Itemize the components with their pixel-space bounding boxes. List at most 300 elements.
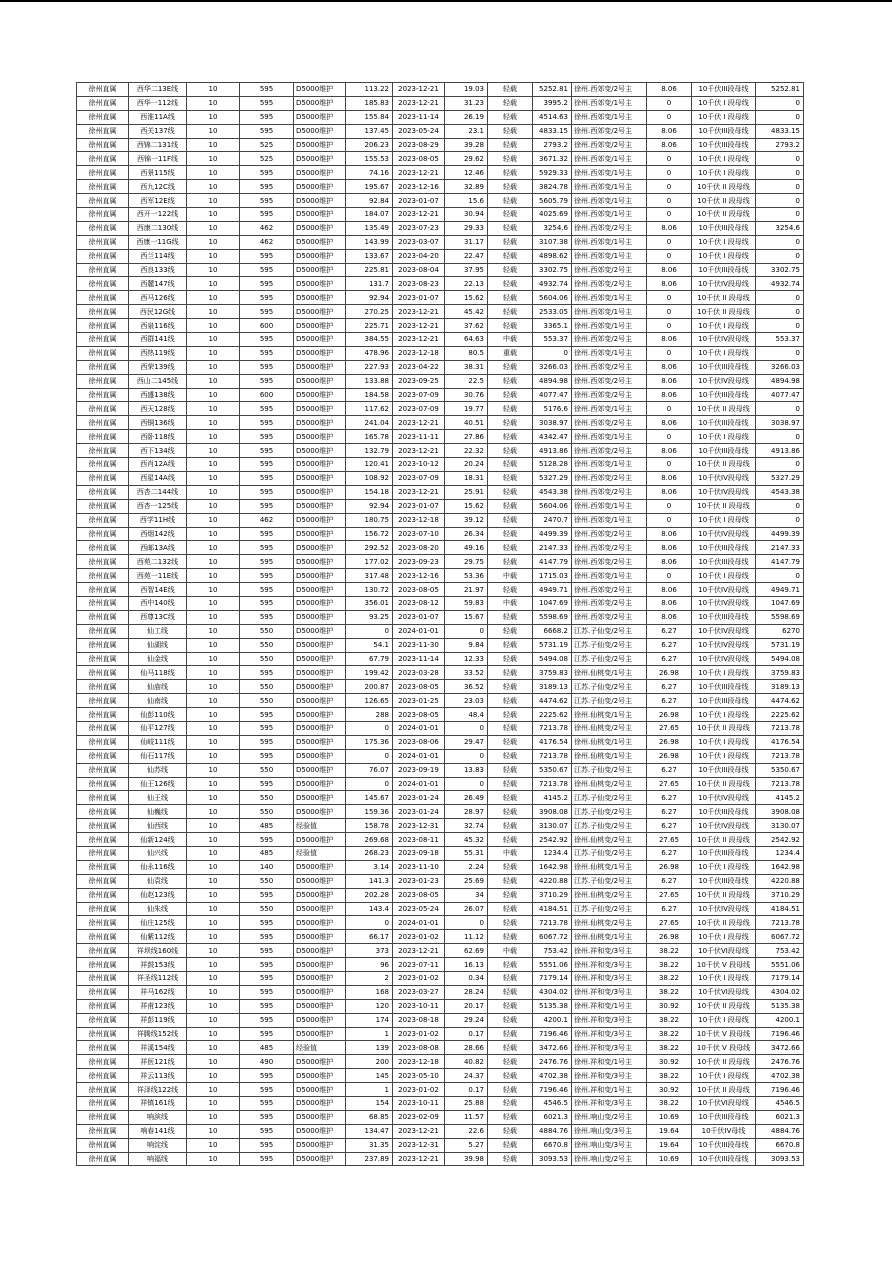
- date-cell: 2023-12-21: [393, 944, 445, 958]
- busbar-cell: 10千伏III段母线: [692, 874, 756, 888]
- date-cell: 2023-08-29: [393, 138, 445, 152]
- company-cell: 徐州直属: [77, 124, 129, 138]
- load-rate-cell: 29.24: [445, 1013, 488, 1027]
- date-cell: 2023-05-24: [393, 124, 445, 138]
- current-cell: 145: [346, 1069, 393, 1083]
- rated-current-cell: 595: [240, 305, 294, 319]
- load-status-cell: 轻载: [488, 638, 533, 652]
- current-cell: 184.07: [346, 208, 393, 222]
- transformer-value-cell: 38.22: [647, 972, 692, 986]
- transformer-value-cell: 26.98: [647, 666, 692, 680]
- table-row: [77, 346, 804, 360]
- date-cell: 2023-08-18: [393, 1013, 445, 1027]
- capacity-cell: 4546.5: [533, 1097, 572, 1111]
- transformer-cell: 江苏.子仙变/2号主: [572, 805, 647, 819]
- date-cell: 2023-01-23: [393, 874, 445, 888]
- source-cell: D5000维护: [294, 333, 346, 347]
- current-cell: 96: [346, 958, 393, 972]
- company-cell: 徐州直属: [77, 1013, 129, 1027]
- company-cell: 徐州直属: [77, 527, 129, 541]
- load-status-cell: 轻载: [488, 527, 533, 541]
- line-name-cell: 西中140线: [129, 596, 187, 610]
- busbar-cell: 10千伏III段母线: [692, 83, 756, 97]
- source-cell: D5000维护: [294, 235, 346, 249]
- line-name-cell: 西景115线: [129, 166, 187, 180]
- line-name-cell: 仙苏线: [129, 763, 187, 777]
- table-row: [77, 444, 804, 458]
- current-cell: 269.68: [346, 833, 393, 847]
- source-cell: D5000维护: [294, 833, 346, 847]
- capacity-cell: 4913.86: [533, 444, 572, 458]
- load-rate-cell: 55.31: [445, 846, 488, 860]
- current-cell: 227.93: [346, 360, 393, 374]
- transformer-cell: 徐州.仙桃变/2号主: [572, 777, 647, 791]
- rated-current-cell: 595: [240, 444, 294, 458]
- date-cell: 2023-04-22: [393, 360, 445, 374]
- source-cell: D5000维护: [294, 221, 346, 235]
- rated-current-cell: 550: [240, 763, 294, 777]
- load-rate-cell: 20.24: [445, 458, 488, 472]
- table-row: [77, 999, 804, 1013]
- load-rate-cell: 28.97: [445, 805, 488, 819]
- transformer-cell: 徐州.西郊变/2号主: [572, 374, 647, 388]
- load-status-cell: 轻载: [488, 749, 533, 763]
- available-cell: 3189.13: [756, 680, 804, 694]
- company-cell: 徐州直属: [77, 138, 129, 152]
- load-rate-cell: 39.12: [445, 513, 488, 527]
- available-cell: 4220.88: [756, 874, 804, 888]
- date-cell: 2023-12-18: [393, 346, 445, 360]
- rated-current-cell: 600: [240, 319, 294, 333]
- company-cell: 徐州直属: [77, 208, 129, 222]
- capacity-cell: 3759.83: [533, 666, 572, 680]
- table-row: [77, 985, 804, 999]
- load-status-cell: 轻载: [488, 208, 533, 222]
- transformer-cell: 江苏.子仙变/2号主: [572, 819, 647, 833]
- company-cell: 徐州直属: [77, 1097, 129, 1111]
- capacity-cell: 4220.88: [533, 874, 572, 888]
- load-rate-cell: 0: [445, 916, 488, 930]
- date-cell: 2023-07-23: [393, 221, 445, 235]
- load-status-cell: 轻载: [488, 999, 533, 1013]
- current-cell: 288: [346, 708, 393, 722]
- line-name-cell: 祥彭119线: [129, 1013, 187, 1027]
- busbar-cell: 10千伏 II 段母线: [692, 402, 756, 416]
- transformer-value-cell: 8.06: [647, 485, 692, 499]
- company-cell: 徐州直属: [77, 721, 129, 735]
- voltage-cell: 10: [187, 319, 240, 333]
- table-row: [77, 888, 804, 902]
- load-rate-cell: 25.88: [445, 1097, 488, 1111]
- table-row: [77, 638, 804, 652]
- source-cell: D5000维护: [294, 388, 346, 402]
- transformer-cell: 徐州.仙桃变/1号主: [572, 666, 647, 680]
- line-name-cell: 仙王线: [129, 791, 187, 805]
- transformer-value-cell: 38.22: [647, 944, 692, 958]
- voltage-cell: 10: [187, 221, 240, 235]
- transformer-value-cell: 38.22: [647, 1013, 692, 1027]
- busbar-cell: 10千伏III段母线: [692, 555, 756, 569]
- busbar-cell: 10千伏III段母线: [692, 846, 756, 860]
- load-status-cell: 轻载: [488, 1013, 533, 1027]
- transformer-cell: 徐州.仙桃变/2号主: [572, 916, 647, 930]
- voltage-cell: 10: [187, 1110, 240, 1124]
- busbar-cell: 10千伏 II 段母线: [692, 305, 756, 319]
- available-cell: 2476.76: [756, 1055, 804, 1069]
- transformer-cell: 徐州.西郊变/2号主: [572, 124, 647, 138]
- page-top-rule: [0, 0, 892, 2]
- load-status-cell: 重载: [488, 346, 533, 360]
- load-rate-cell: 48.4: [445, 708, 488, 722]
- transformer-value-cell: 6.27: [647, 652, 692, 666]
- busbar-cell: 10千伏 II 段母线: [692, 499, 756, 513]
- busbar-cell: 10千伏 I 段母线: [692, 1013, 756, 1027]
- busbar-cell: 10千伏 I 段母线: [692, 930, 756, 944]
- source-cell: 经验值: [294, 819, 346, 833]
- capacity-cell: 1047.69: [533, 596, 572, 610]
- load-rate-cell: 32.89: [445, 180, 488, 194]
- table-row: [77, 680, 804, 694]
- transformer-cell: 徐州.响山变/2号主: [572, 1152, 647, 1166]
- capacity-cell: 2533.05: [533, 305, 572, 319]
- table-row: [77, 221, 804, 235]
- voltage-cell: 10: [187, 208, 240, 222]
- available-cell: 3759.83: [756, 666, 804, 680]
- line-name-cell: 西兰114线: [129, 249, 187, 263]
- table-row: [77, 916, 804, 930]
- line-name-cell: 祥马162线: [129, 985, 187, 999]
- busbar-cell: 10千伏 II 段母线: [692, 208, 756, 222]
- load-rate-cell: 39.28: [445, 138, 488, 152]
- transformer-value-cell: 8.06: [647, 263, 692, 277]
- busbar-cell: 10千伏III段母线: [692, 1138, 756, 1152]
- rated-current-cell: 595: [240, 930, 294, 944]
- available-cell: 4546.5: [756, 1097, 804, 1111]
- line-name-cell: 仙庙线: [129, 680, 187, 694]
- load-status-cell: 轻载: [488, 305, 533, 319]
- busbar-cell: 10千伏IV段母线: [692, 471, 756, 485]
- line-name-cell: 西锦一11F线: [129, 152, 187, 166]
- line-name-cell: 仙赵123线: [129, 888, 187, 902]
- voltage-cell: 10: [187, 846, 240, 860]
- source-cell: D5000维护: [294, 1110, 346, 1124]
- company-cell: 徐州直属: [77, 499, 129, 513]
- voltage-cell: 10: [187, 416, 240, 430]
- source-cell: D5000维护: [294, 888, 346, 902]
- busbar-cell: 10千伏 II 段母线: [692, 180, 756, 194]
- table-row: [77, 694, 804, 708]
- current-cell: 206.23: [346, 138, 393, 152]
- current-cell: 31.35: [346, 1138, 393, 1152]
- capacity-cell: 5176.6: [533, 402, 572, 416]
- transformer-value-cell: 26.98: [647, 708, 692, 722]
- transformer-value-cell: 27.65: [647, 833, 692, 847]
- voltage-cell: 10: [187, 569, 240, 583]
- table-row: [77, 110, 804, 124]
- busbar-cell: 10千伏 II 段母线: [692, 458, 756, 472]
- capacity-cell: 2542.92: [533, 833, 572, 847]
- rated-current-cell: 595: [240, 208, 294, 222]
- company-cell: 徐州直属: [77, 277, 129, 291]
- capacity-cell: 3107.38: [533, 235, 572, 249]
- date-cell: 2023-12-16: [393, 180, 445, 194]
- transformer-value-cell: 0: [647, 499, 692, 513]
- load-status-cell: 轻载: [488, 319, 533, 333]
- load-rate-cell: 62.69: [445, 944, 488, 958]
- rated-current-cell: 595: [240, 944, 294, 958]
- load-status-cell: 轻载: [488, 513, 533, 527]
- transformer-cell: 徐州.西郊变/2号主: [572, 83, 647, 97]
- current-cell: 175.36: [346, 735, 393, 749]
- load-status-cell: 轻载: [488, 1124, 533, 1138]
- line-name-cell: 祥坝线160线: [129, 944, 187, 958]
- capacity-cell: 5135.38: [533, 999, 572, 1013]
- line-name-cell: 响春141线: [129, 1124, 187, 1138]
- table-row: [77, 166, 804, 180]
- available-cell: 7213.78: [756, 721, 804, 735]
- current-cell: 113.22: [346, 83, 393, 97]
- load-status-cell: 轻载: [488, 833, 533, 847]
- voltage-cell: 10: [187, 1041, 240, 1055]
- load-rate-cell: 22.6: [445, 1124, 488, 1138]
- table-row: [77, 471, 804, 485]
- transformer-cell: 徐州.西郊变/2号主: [572, 388, 647, 402]
- company-cell: 徐州直属: [77, 999, 129, 1013]
- transformer-value-cell: 0: [647, 402, 692, 416]
- load-rate-cell: 11.12: [445, 930, 488, 944]
- current-cell: 92.84: [346, 194, 393, 208]
- company-cell: 徐州直属: [77, 416, 129, 430]
- date-cell: 2023-02-09: [393, 1110, 445, 1124]
- table-row: [77, 1027, 804, 1041]
- line-name-cell: 仙紫112线: [129, 930, 187, 944]
- rated-current-cell: 525: [240, 138, 294, 152]
- rated-current-cell: 595: [240, 333, 294, 347]
- transformer-cell: 徐州.仙桃变/2号主: [572, 888, 647, 902]
- rated-current-cell: 525: [240, 152, 294, 166]
- line-name-cell: 西军12E线: [129, 194, 187, 208]
- capacity-cell: 3824.78: [533, 180, 572, 194]
- busbar-cell: 10千伏IV段母线: [692, 902, 756, 916]
- current-cell: 155.53: [346, 152, 393, 166]
- source-cell: D5000维护: [294, 721, 346, 735]
- table-row: [77, 569, 804, 583]
- line-name-cell: 仙袁线: [129, 874, 187, 888]
- line-name-cell: 西良133线: [129, 263, 187, 277]
- table-row: [77, 388, 804, 402]
- load-status-cell: 轻载: [488, 583, 533, 597]
- busbar-cell: 10千伏IV段母线: [692, 485, 756, 499]
- load-status-cell: 轻载: [488, 1097, 533, 1111]
- busbar-cell: 10千伏 II 段母线: [692, 1055, 756, 1069]
- capacity-cell: 2470.7: [533, 513, 572, 527]
- transformer-value-cell: 30.92: [647, 1055, 692, 1069]
- transformer-cell: 徐州.西郊变/2号主: [572, 555, 647, 569]
- transformer-value-cell: 19.64: [647, 1138, 692, 1152]
- source-cell: 经验值: [294, 1041, 346, 1055]
- voltage-cell: 10: [187, 763, 240, 777]
- date-cell: 2023-09-23: [393, 555, 445, 569]
- load-rate-cell: 13.83: [445, 763, 488, 777]
- table-row: [77, 263, 804, 277]
- transformer-value-cell: 6.27: [647, 805, 692, 819]
- voltage-cell: 10: [187, 596, 240, 610]
- company-cell: 徐州直属: [77, 166, 129, 180]
- capacity-cell: 3472.66: [533, 1041, 572, 1055]
- source-cell: D5000维护: [294, 610, 346, 624]
- date-cell: 2023-11-11: [393, 430, 445, 444]
- date-cell: 2023-08-08: [393, 1041, 445, 1055]
- available-cell: 6270: [756, 624, 804, 638]
- company-cell: 徐州直属: [77, 402, 129, 416]
- voltage-cell: 10: [187, 333, 240, 347]
- voltage-cell: 10: [187, 888, 240, 902]
- rated-current-cell: 595: [240, 374, 294, 388]
- transformer-cell: 徐州.西郊变/2号主: [572, 333, 647, 347]
- rated-current-cell: 595: [240, 124, 294, 138]
- transformer-cell: 徐州.西郊变/1号主: [572, 235, 647, 249]
- current-cell: 120: [346, 999, 393, 1013]
- source-cell: D5000维护: [294, 763, 346, 777]
- capacity-cell: 4342.47: [533, 430, 572, 444]
- current-cell: 270.25: [346, 305, 393, 319]
- voltage-cell: 10: [187, 541, 240, 555]
- busbar-cell: 10千伏III段母线: [692, 805, 756, 819]
- current-cell: 241.04: [346, 416, 393, 430]
- current-cell: 195.67: [346, 180, 393, 194]
- capacity-cell: 7213.78: [533, 777, 572, 791]
- transformer-cell: 江苏.子仙变/2号主: [572, 694, 647, 708]
- company-cell: 徐州直属: [77, 1083, 129, 1097]
- voltage-cell: 10: [187, 166, 240, 180]
- company-cell: 徐州直属: [77, 874, 129, 888]
- voltage-cell: 10: [187, 194, 240, 208]
- transformer-value-cell: 8.06: [647, 596, 692, 610]
- load-rate-cell: 5.27: [445, 1138, 488, 1152]
- available-cell: 5135.38: [756, 999, 804, 1013]
- available-cell: 0: [756, 291, 804, 305]
- date-cell: 2023-12-21: [393, 416, 445, 430]
- date-cell: 2023-03-07: [393, 235, 445, 249]
- load-status-cell: 轻载: [488, 874, 533, 888]
- voltage-cell: 10: [187, 513, 240, 527]
- table-row: [77, 610, 804, 624]
- voltage-cell: 10: [187, 874, 240, 888]
- source-cell: D5000维护: [294, 930, 346, 944]
- voltage-cell: 10: [187, 305, 240, 319]
- voltage-cell: 10: [187, 430, 240, 444]
- transformer-value-cell: 0: [647, 305, 692, 319]
- rated-current-cell: 595: [240, 735, 294, 749]
- transformer-cell: 徐州.祥和变/3号主: [572, 958, 647, 972]
- transformer-value-cell: 8.06: [647, 610, 692, 624]
- company-cell: 徐州直属: [77, 152, 129, 166]
- busbar-cell: 10千伏III段母线: [692, 388, 756, 402]
- table-row: [77, 1152, 804, 1166]
- transformer-cell: 徐州.西郊变/1号主: [572, 152, 647, 166]
- available-cell: 5350.67: [756, 763, 804, 777]
- transformer-cell: 徐州.仙桃变/2号主: [572, 721, 647, 735]
- load-status-cell: 轻载: [488, 624, 533, 638]
- line-name-cell: 仙马118线: [129, 666, 187, 680]
- current-cell: 131.7: [346, 277, 393, 291]
- transformer-cell: 徐州.仙桃变/1号主: [572, 930, 647, 944]
- line-name-cell: 西山二145线: [129, 374, 187, 388]
- voltage-cell: 10: [187, 360, 240, 374]
- table-row: [77, 152, 804, 166]
- load-rate-cell: 59.83: [445, 596, 488, 610]
- load-rate-cell: 15.62: [445, 499, 488, 513]
- table-row: [77, 1138, 804, 1152]
- current-cell: 92.94: [346, 499, 393, 513]
- busbar-cell: 10千伏 I 段母线: [692, 666, 756, 680]
- capacity-cell: 3302.75: [533, 263, 572, 277]
- voltage-cell: 10: [187, 777, 240, 791]
- load-status-cell: 轻载: [488, 430, 533, 444]
- available-cell: 5598.69: [756, 610, 804, 624]
- busbar-cell: 10千伏 II 段母线: [692, 291, 756, 305]
- transformer-value-cell: 6.27: [647, 874, 692, 888]
- rated-current-cell: 595: [240, 708, 294, 722]
- transformer-cell: 徐州.西郊变/1号主: [572, 208, 647, 222]
- transformer-cell: 徐州.祥和变/3号主: [572, 1097, 647, 1111]
- rated-current-cell: 595: [240, 1069, 294, 1083]
- load-rate-cell: 22.5: [445, 374, 488, 388]
- capacity-cell: 5494.08: [533, 652, 572, 666]
- line-name-cell: 西康一11G线: [129, 235, 187, 249]
- available-cell: 7179.14: [756, 972, 804, 986]
- table-row: [77, 83, 804, 97]
- transformer-cell: 江苏.子仙变/2号主: [572, 791, 647, 805]
- rated-current-cell: 595: [240, 346, 294, 360]
- table-row: [77, 319, 804, 333]
- line-name-cell: 祥鼓153线: [129, 958, 187, 972]
- company-cell: 徐州直属: [77, 846, 129, 860]
- line-name-cell: 西开一122线: [129, 208, 187, 222]
- transformer-cell: 徐州.西郊变/2号主: [572, 221, 647, 235]
- current-cell: 292.52: [346, 541, 393, 555]
- rated-current-cell: 595: [240, 485, 294, 499]
- voltage-cell: 10: [187, 346, 240, 360]
- current-cell: 134.47: [346, 1124, 393, 1138]
- table-row: [77, 1069, 804, 1083]
- capacity-cell: 4894.98: [533, 374, 572, 388]
- date-cell: 2023-08-05: [393, 152, 445, 166]
- load-rate-cell: 12.46: [445, 166, 488, 180]
- rated-current-cell: 595: [240, 527, 294, 541]
- company-cell: 徐州直属: [77, 902, 129, 916]
- transformer-cell: 徐州.祥和变/3号主: [572, 1041, 647, 1055]
- transformer-value-cell: 8.06: [647, 277, 692, 291]
- source-cell: D5000维护: [294, 110, 346, 124]
- load-status-cell: 轻载: [488, 1069, 533, 1083]
- date-cell: 2023-08-04: [393, 263, 445, 277]
- transformer-value-cell: 38.22: [647, 1027, 692, 1041]
- busbar-cell: 10千伏 II 段母线: [692, 721, 756, 735]
- current-cell: 1: [346, 1027, 393, 1041]
- line-name-cell: 西下134线: [129, 444, 187, 458]
- rated-current-cell: 490: [240, 1055, 294, 1069]
- voltage-cell: 10: [187, 263, 240, 277]
- table-row: [77, 235, 804, 249]
- transformer-value-cell: 27.65: [647, 888, 692, 902]
- date-cell: 2023-05-10: [393, 1069, 445, 1083]
- source-cell: D5000维护: [294, 291, 346, 305]
- date-cell: 2023-07-11: [393, 958, 445, 972]
- current-cell: 159.36: [346, 805, 393, 819]
- transformer-cell: 徐州.祥和变/1号主: [572, 999, 647, 1013]
- load-status-cell: 轻载: [488, 96, 533, 110]
